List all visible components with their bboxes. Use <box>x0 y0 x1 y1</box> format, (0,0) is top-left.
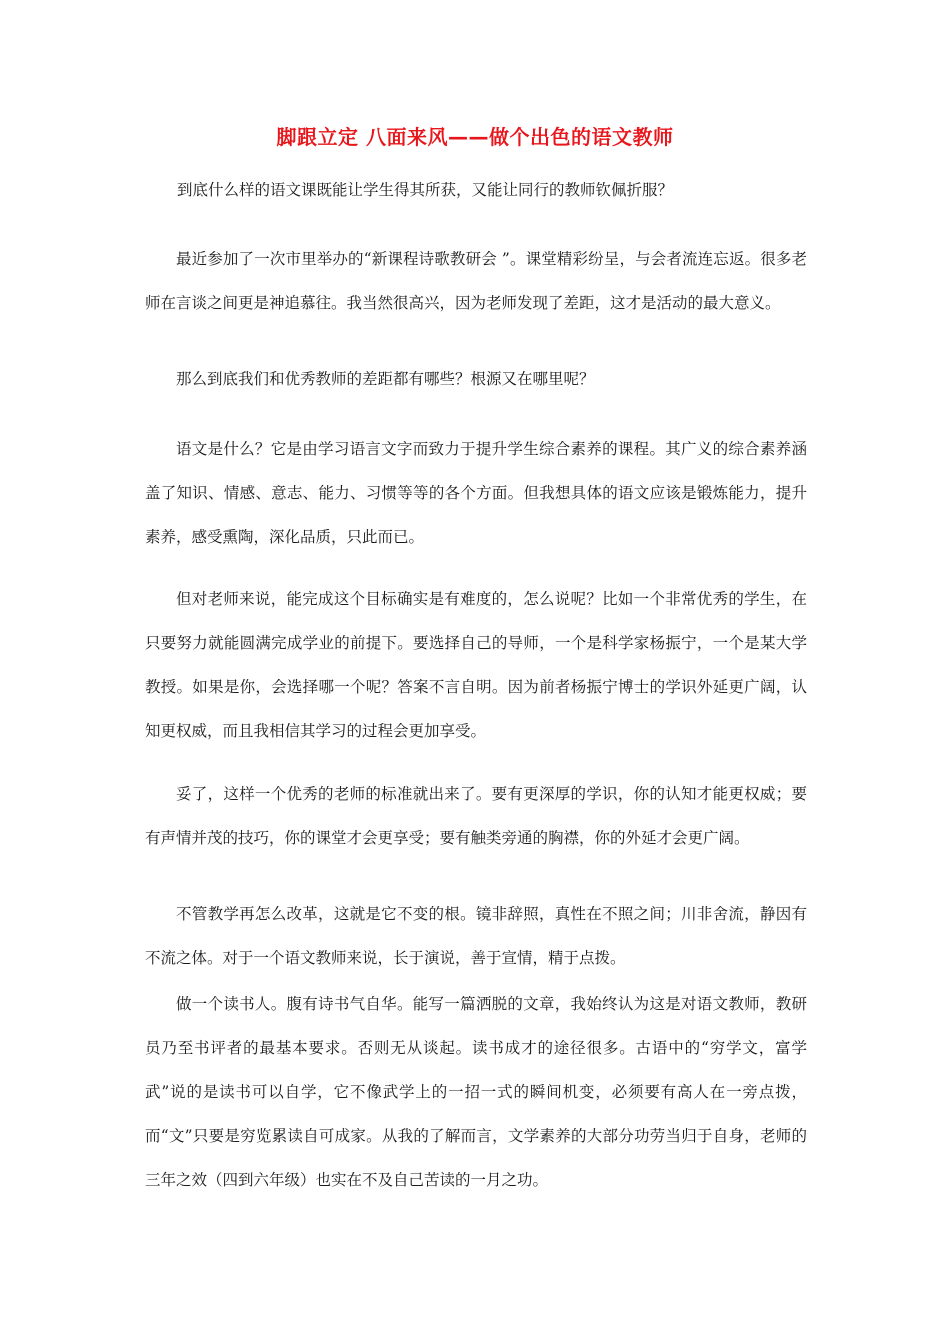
document-title: 脚跟立定 八面来风——做个出色的语文教师 <box>276 125 674 149</box>
paragraph-3: 语文是什么？它是由学习语言文字而致力于提升学生综合素养的课程。其广义的综合素养涵盖了知识、情感、意志、能力、习惯等等的各个方面。但我想具体的语文应该是锻炼能力，提升素养，感受熏陶，深化品质，只此而已。 <box>145 440 807 546</box>
paragraph-4: 但对老师来说，能完成这个目标确实是有难度的，怎么说呢？比如一个非常优秀的学生，在只要努力就能圆满完成学业的前提下。要选择自己的导师，一个是科学家杨振宁，一个是某大学教授。如果是你，会选择哪一个呢？答案不言自明。因为前者杨振宁博士的学识外延更广阔，认知更权威，而且我相信其学习的过程会更加享受。 <box>145 590 807 740</box>
paragraph-2: 那么到底我们和优秀教师的差距都有哪些？根源又在哪里呢？ <box>176 370 595 388</box>
paragraph-6: 不管教学再怎么改革，这就是它不变的根。镜非辞照，真性在不照之间；川非舍流，静因有不流之体。对于一个语文教师来说，长于演说，善于宣情，精于点拨。 <box>145 905 807 967</box>
paragraph-7: 做一个读书人。腹有诗书气自华。能写一篇洒脱的文章，我始终认为这是对语文教师，教研员乃至书评者的最基本要求。否则无从谈起。读书成才的途径很多。古语中的“穷学文，富学武”说的是读书可以自学，它不像武学上的一招一式的瞬间机变，必须要有高人在一旁点拨，而“文”只要是穷览累读自可成家。从我的了解而言，文学素养的大部分功劳当归于自身，老师的三年之效（四到六年级）也实在不及自己苦读的一月之功。 <box>145 995 807 1189</box>
paragraph-1: 最近参加了一次市里举办的“新课程诗歌教研会 ”。课堂精彩纷呈，与会者流连忘返。很多老师在言谈之间更是神追慕往。我当然很高兴，因为老师发现了差距，这才是活动的最大意义。 <box>145 250 807 312</box>
paragraph-5: 妥了，这样一个优秀的老师的标准就出来了。要有更深厚的学识，你的认知才能更权威；要有声情并茂的技巧，你的课堂才会更享受；要有触类旁通的胸襟，你的外延才会更广阔。 <box>145 785 807 847</box>
intro-question: 到底什么样的语文课既能让学生得其所获，又能让同行的教师钦佩折服？ <box>177 181 674 199</box>
